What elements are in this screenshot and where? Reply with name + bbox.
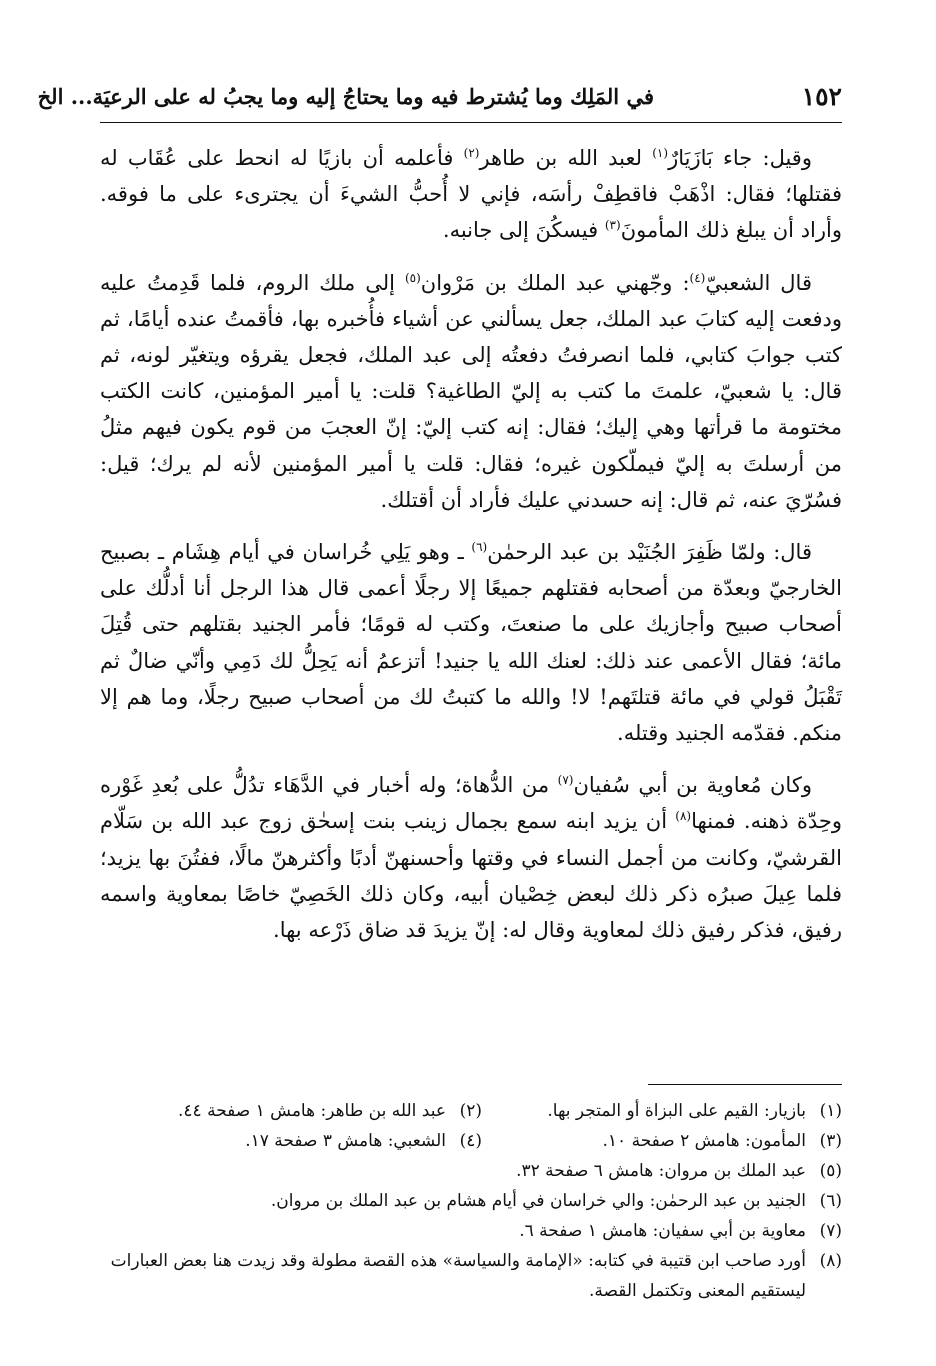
text-segment: وكان مُعاوية بن أبي سُفيان xyxy=(573,773,812,798)
footnote-number: (١) xyxy=(819,1101,842,1121)
footnote-row xyxy=(100,1126,842,1156)
text-segment: وقيل: جاء بَازَيَارٌ xyxy=(668,146,812,170)
footnote-item xyxy=(100,1156,842,1186)
footnote-text: عبد الملك بن مروان: هامش ٦ صفحة ٣٢. xyxy=(516,1161,806,1181)
footnote-text: بازيار: القيم على البزاة أو المتجر بها. xyxy=(547,1101,806,1121)
footnote-text: أورد صاحب ابن قتيبة في كتابه: «الإمامة والسياسة» هذه القصة مطولة وقد زيدت هنا بعض العبارات ليستقيم المعنى وتكتمل القصة. xyxy=(110,1251,806,1301)
main-text xyxy=(100,140,842,964)
footnote-item xyxy=(100,1186,842,1216)
footnote-text: الشعبي: هامش ٣ صفحة ١٧. xyxy=(245,1131,446,1151)
text-segment: من الدُّهاة؛ وله أخبار في الدَّهَاء تدُلُّ على بُعدِ غَوْره وحِدّة ذهنه. فمنها xyxy=(100,773,843,834)
footnote-item xyxy=(122,1096,482,1126)
footnote-number: (٣) xyxy=(819,1131,842,1151)
text-segment: أن يزيد ابنه سمع بجمال زينب بنت إسحٰق زوج عبد الله بن سَلّام القرشيّ، وكانت من أجمل النساء في وقتها وأحسنهنّ أدبًا وأكثرهنّ مالًا، ففتُنَ بها يزيد؛ فلما عِيلَ صبرُه ذكر ذلك لبعض خِصْيان أبيه، وكان ذلك الخَصِيّ خاصًا بمعاوية واسمه رفيق، فذكر رفيق ذلك لمعاوية وقال له: إنّ يزيدَ قد ضاق ذَرْعه بها. xyxy=(100,809,842,943)
footnote-item xyxy=(100,1246,842,1306)
footnote-ref: (٥) xyxy=(404,270,421,285)
paragraph-4 xyxy=(100,767,842,948)
text-segment: فيسكُنَ إلى جانبه. xyxy=(442,218,599,243)
footnote-row xyxy=(100,1096,842,1126)
footnote-number: (٥) xyxy=(819,1161,842,1181)
footnote-text: عبد الله بن طاهر: هامش ١ صفحة ٤٤. xyxy=(178,1101,446,1121)
footnotes xyxy=(100,1096,842,1306)
text-segment: قال: ولمّا ظَفِرَ الجُنَيْد بن عبد الرحمٰن xyxy=(487,540,812,565)
footnote-item xyxy=(122,1126,482,1156)
text-segment: قال الشعبيّ xyxy=(705,270,812,295)
footnote-text: الجنيد بن عبد الرحمٰن: والي خراسان في أيام هشام بن عبد الملك بن مروان. xyxy=(270,1191,806,1211)
footnote-number: (٧) xyxy=(819,1221,842,1241)
running-title: في المَلِك وما يُشترط فيه وما يحتاجُ إليه وما يجبُ له على الرعيَة... الخ xyxy=(37,84,654,109)
footnote-separator xyxy=(648,1084,842,1085)
text-segment: : وجّهني عبد الملك بن مَرْوان xyxy=(420,270,690,295)
paragraph-2 xyxy=(100,265,842,518)
footnote-number: (٨) xyxy=(819,1251,842,1271)
footnote-text: معاوية بن أبي سفيان: هامش ١ صفحة ٦. xyxy=(519,1221,806,1241)
text-segment: ـ وهو يَلِي خُراسان في أيام هِشَام ـ بصبيح الخارجيّ وبعدّة من أصحابه فقتلهم جميعًا إلا رجلًا أعمى قال هذا الرجل أنا أدلُّك على أصحاب صبيح وأجازيك على ما صنعتَ، وكتب له قومًا؛ فأمر الجنيد بقتلهم حتى قُتِلَ مائة؛ فقال الأعمى عند ذلك: لعنك الله يا جنيد! أتزعمُ أنه يَحِلُّ لك دَمِي وأنّي ضالٌ ثم تَقْبَلُ قولي في مائة قتلتَهم! لا! والله ما كتبتُ لك من أصحاب صبيح رجلًا، وما هم إلا منكم. فقدّمه الجنيد وقتله. xyxy=(100,540,842,746)
footnote-ref: (٢) xyxy=(463,146,480,160)
footnote-ref: (٦) xyxy=(471,540,488,555)
footnote-number: (٢) xyxy=(459,1101,482,1121)
text-segment: لعبد الله بن طاهر xyxy=(479,146,643,170)
footnote-number: (٤) xyxy=(459,1131,482,1151)
footnote-ref: (٨) xyxy=(675,809,692,824)
running-header xyxy=(37,78,842,123)
text-segment: إلى ملك الروم، فلما قَدِمتُ عليه ودفعت إليه كتابَ عبد الملك، جعل يسألني عن أشياء فأُخبره بها، فأقمتُ عنده أيامًا، ثم كتب جوابَ كتابي، فلما انصرفتُ دفعتُه إلى عبد الملك، فجعل يقرؤه ويتغيّر لونه، ثم قال: يا شعبيّ، علمتَ ما كتب به إليّ الطاغية؟ قلت: يا أمير المؤمنين، كانت الكتب مختومة ما قرأتها وهي إليك؛ فقال: إنه كتب إليّ: إنّ العجبَ من قوم يكون فيهم مثلُ من أرسلتَ به إليّ فيملّكون غيره؛ فقال: قلت يا أمير المؤمنين لأنه لم يرك؛ قيل: فسُرّيَ عنه، ثم قال: إنه حسدني عليك فأراد أن أقتلك. xyxy=(100,270,842,512)
page-number: ١٥٢ xyxy=(801,82,842,111)
footnote-item xyxy=(482,1126,842,1156)
footnote-ref: (٧) xyxy=(557,773,574,788)
footnote-ref: (٤) xyxy=(689,270,706,285)
paragraph-3 xyxy=(100,534,842,751)
footnote-number: (٦) xyxy=(819,1191,842,1211)
footnote-text: المأمون: هامش ٢ صفحة ١٠. xyxy=(602,1131,806,1151)
text-segment: فأعلمه أن بازيًا له انحط على عُقَاب له فقتلها؛ فقال: اذْهَبْ فاقطِفْ رأسَه، فإني لا أُحبُّ الشيءَ أن يجترىء على ما فوقه. وأراد أن يبلغ ذلك المأمونَ xyxy=(100,146,842,243)
footnote-ref: (١) xyxy=(652,146,669,160)
paragraph-1 xyxy=(100,140,842,249)
footnote-item xyxy=(100,1216,842,1246)
footnote-ref: (٣) xyxy=(604,218,621,233)
footnote-item xyxy=(482,1096,842,1126)
